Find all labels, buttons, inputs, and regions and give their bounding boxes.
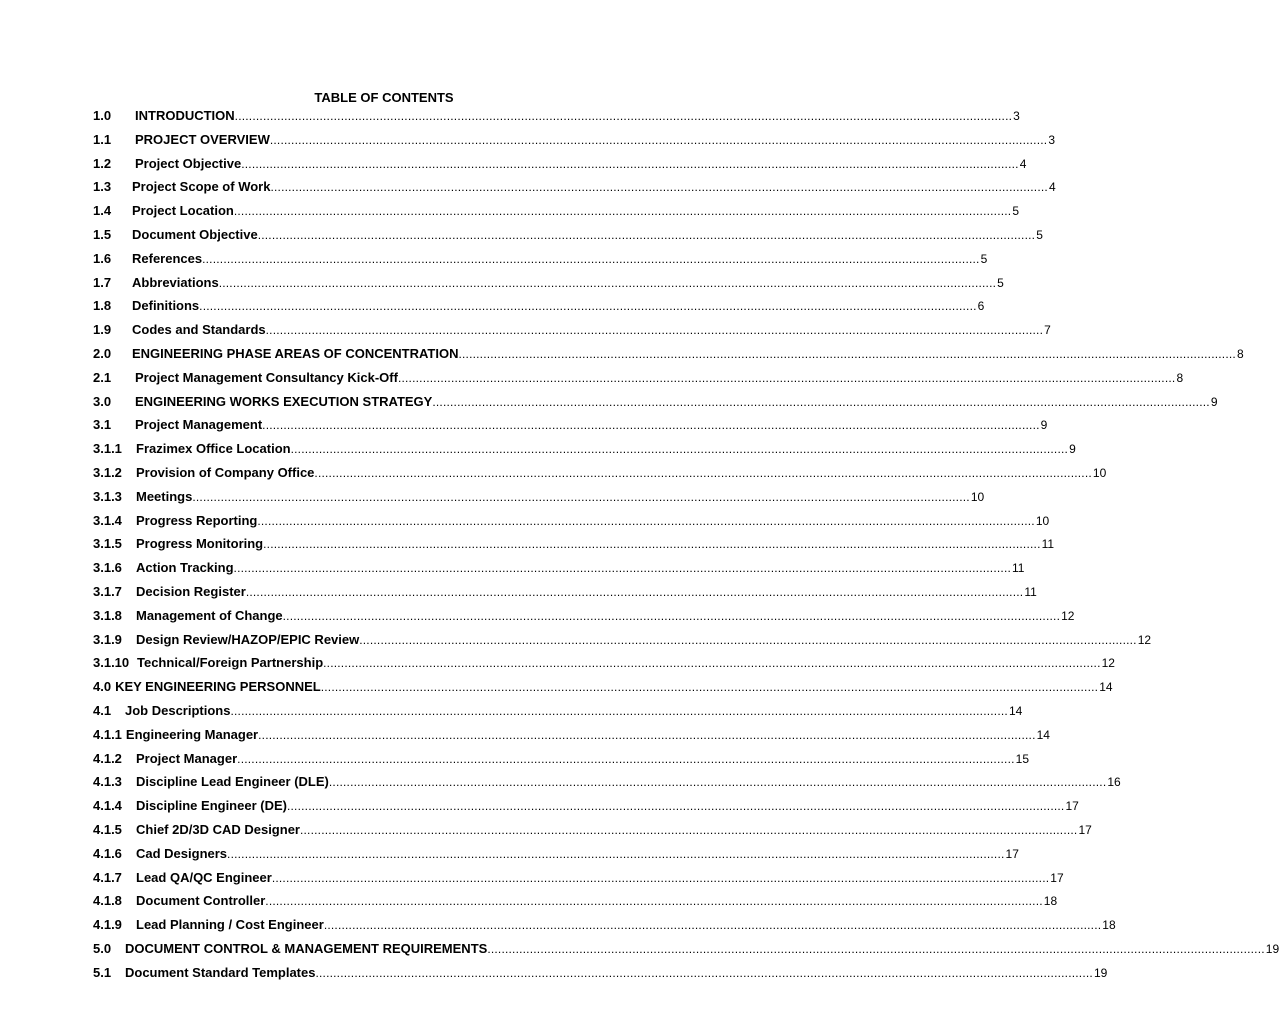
- toc-entry[interactable]: [0, 869, 1064, 894]
- toc-entry-title: Lead Planning / Cost Engineer: [136, 917, 324, 933]
- toc-entry-label: [93, 774, 329, 790]
- toc-entry-page: 7: [1044, 323, 1051, 338]
- toc-dot-leader: ............................................................................................................................................................................................................................: [257, 227, 1036, 242]
- toc-entry[interactable]: [0, 108, 1020, 132]
- toc-entry-label: [93, 132, 270, 148]
- toc-entry-label: [93, 703, 230, 719]
- toc-entry-number: 4.1.5: [93, 821, 122, 837]
- toc-entry-number: 4.1.2: [93, 750, 122, 766]
- toc-leader: [218, 275, 1004, 291]
- toc-dot-leader: ............................................................................................................................................................................................................................: [218, 275, 997, 290]
- toc-leader: [237, 751, 1029, 767]
- toc-entry-label: [93, 941, 487, 957]
- toc-entry-label: [93, 893, 265, 909]
- toc-dot-leader: ............................................................................................................................................................................................................................: [233, 204, 1012, 219]
- toc-entry[interactable]: [0, 131, 1056, 156]
- toc-entry-label: [93, 798, 287, 814]
- toc-entry-page: 9: [1069, 442, 1076, 457]
- toc-entry-page: 14: [1099, 680, 1113, 695]
- toc-entry[interactable]: [0, 893, 1058, 917]
- toc-entry[interactable]: [0, 274, 1004, 299]
- toc-entry-title: Definitions: [132, 298, 200, 314]
- toc-dot-leader: ............................................................................................................................................................................................................................: [263, 537, 1041, 552]
- toc-entry[interactable]: [0, 250, 988, 275]
- toc-leader: [233, 203, 1020, 219]
- toc-entry-number: 1.1: [93, 131, 112, 147]
- toc-entry-number: 2.0: [93, 345, 112, 361]
- toc-dot-leader: ............................................................................................................................................................................................................................: [299, 822, 1078, 837]
- toc-entry-label: [93, 108, 235, 124]
- toc-leader: [269, 132, 1056, 148]
- toc-dot-leader: ............................................................................................................................................................................................................................: [397, 370, 1176, 385]
- toc-entry-label: [93, 965, 315, 981]
- toc-leader: [202, 251, 988, 267]
- toc-entry-page: 5: [997, 275, 1004, 290]
- toc-entry-label: [93, 870, 272, 886]
- toc-dot-leader: ............................................................................................................................................................................................................................: [265, 323, 1044, 338]
- toc-entry-title: Discipline Lead Engineer (DLE): [136, 774, 329, 790]
- toc-entry-number: 1.6: [93, 250, 112, 266]
- toc-entry-title: Decision Register: [136, 583, 246, 599]
- toc-entry-title: Engineering Manager: [125, 726, 259, 742]
- toc-entry-number: 3.0: [93, 393, 112, 409]
- toc-entry-number: 3.1.9: [93, 631, 122, 647]
- toc-entry[interactable]: [0, 655, 1115, 679]
- toc-entry-label: [93, 156, 241, 172]
- toc-leader: [257, 227, 1043, 243]
- toc-entry[interactable]: [0, 298, 985, 322]
- toc-leader: [290, 441, 1076, 457]
- toc-entry[interactable]: [0, 322, 1051, 346]
- toc-leader: [320, 679, 1113, 695]
- toc-entry[interactable]: [0, 369, 1184, 394]
- toc-entry-page: 17: [1005, 846, 1019, 861]
- toc-entry-title: ENGINEERING PHASE AREAS OF CONCENTRATION: [132, 345, 459, 361]
- toc-entry-number: 1.4: [93, 203, 112, 219]
- toc-entry[interactable]: [0, 417, 1048, 441]
- toc-entry[interactable]: [0, 536, 1055, 560]
- toc-entry-title: Abbreviations: [132, 274, 219, 290]
- toc-entry-number: 2.1: [93, 369, 112, 385]
- toc-entry-page: 12: [1061, 608, 1075, 623]
- toc-entry-page: 5: [1036, 227, 1043, 242]
- toc-entry-number: 4.1.1: [93, 726, 122, 742]
- toc-leader: [265, 893, 1058, 909]
- toc-entry-label: [93, 917, 324, 933]
- toc-entry[interactable]: [0, 917, 1116, 941]
- toc-leader: [299, 822, 1092, 838]
- toc-dot-leader: ............................................................................................................................................................................................................................: [269, 132, 1048, 147]
- toc-entry-title: Document Standard Templates: [125, 964, 316, 980]
- toc-dot-leader: ............................................................................................................................................................................................................................: [432, 394, 1210, 409]
- toc-entry-label: [93, 203, 234, 219]
- toc-entry-title: INTRODUCTION: [135, 108, 235, 123]
- toc-leader: [271, 870, 1064, 886]
- toc-leader: [257, 513, 1050, 529]
- toc-dot-leader: ............................................................................................................................................................................................................................: [328, 775, 1107, 790]
- toc-dot-leader: ............................................................................................................................................................................................................................: [237, 751, 1015, 766]
- toc-entry-page: 6: [977, 299, 985, 314]
- toc-entry-title: Frazimex Office Location: [136, 441, 291, 457]
- toc-dot-leader: ............................................................................................................................................................................................................................: [227, 846, 1005, 861]
- toc-leader: [458, 346, 1244, 362]
- toc-title: TABLE OF CONTENTS: [314, 90, 454, 105]
- toc-entry[interactable]: [0, 774, 1121, 798]
- toc-dot-leader: ............................................................................................................................................................................................................................: [258, 727, 1036, 742]
- toc-entry[interactable]: [0, 702, 1023, 727]
- toc-entry-label: [93, 465, 314, 481]
- toc-entry-page: 19: [1093, 965, 1108, 980]
- toc-entry-page: 5: [980, 251, 988, 266]
- toc-entry[interactable]: [0, 679, 1113, 703]
- toc-entry-number: 4.1: [93, 702, 112, 718]
- toc-entry[interactable]: [0, 179, 1056, 203]
- toc-dot-leader: ............................................................................................................................................................................................................................: [265, 894, 1043, 909]
- toc-leader: [263, 536, 1055, 552]
- toc-entry[interactable]: [0, 583, 1037, 608]
- toc-entry-page: 19: [1265, 941, 1279, 956]
- toc-entry-number: 3.1.6: [93, 560, 122, 576]
- toc-leader: [192, 489, 985, 505]
- toc-entry[interactable]: [0, 393, 1218, 418]
- toc-entry-title: Progress Monitoring: [136, 536, 264, 552]
- toc-leader: [315, 965, 1108, 981]
- toc-dot-leader: ............................................................................................................................................................................................................................: [323, 656, 1101, 671]
- toc-entry-label: [93, 632, 359, 648]
- toc-entry-page: 10: [1092, 465, 1107, 480]
- toc-dot-leader: ............................................................................................................................................................................................................................: [270, 180, 1048, 195]
- toc-entry-title: References: [132, 250, 203, 266]
- toc-entry-number: 1.7: [93, 274, 112, 290]
- toc-entry[interactable]: [0, 203, 1020, 227]
- toc-leader: [270, 179, 1056, 195]
- toc-entry-page: 16: [1107, 775, 1121, 790]
- toc-entry[interactable]: [0, 798, 1079, 822]
- toc-entry-page: 8: [1176, 370, 1184, 385]
- toc-entry-page: 4: [1019, 156, 1027, 171]
- toc-entry-number: 3.1.7: [93, 583, 122, 599]
- toc-dot-leader: ............................................................................................................................................................................................................................: [315, 965, 1093, 980]
- toc-entry[interactable]: [0, 464, 1107, 489]
- toc-entry[interactable]: [0, 226, 1043, 251]
- toc-leader: [265, 322, 1051, 338]
- toc-entry-label: [93, 846, 227, 862]
- toc-entry-page: 12: [1101, 656, 1115, 671]
- toc-entry-page: 4: [1048, 180, 1056, 195]
- toc-dot-leader: ............................................................................................................................................................................................................................: [487, 941, 1265, 956]
- toc-leader: [245, 584, 1037, 600]
- toc-entry-title: Project Objective: [135, 155, 242, 171]
- toc-entry-number: 3.1.4: [93, 512, 122, 528]
- toc-leader: [234, 108, 1020, 124]
- toc-entry-label: [93, 679, 321, 695]
- toc-entry[interactable]: [0, 512, 1050, 537]
- toc-entry-title: Job Descriptions: [125, 702, 231, 718]
- toc-entry-number: 3.1.5: [93, 536, 122, 552]
- toc-dot-leader: ............................................................................................................................................................................................................................: [286, 799, 1065, 814]
- toc-entry-page: 15: [1015, 751, 1029, 766]
- toc-leader: [199, 298, 985, 314]
- toc-entry-number: 1.3: [93, 179, 112, 195]
- toc-entry-label: [93, 275, 219, 291]
- toc-entry-label: [93, 560, 234, 576]
- toc-entry-page: 11: [1041, 537, 1055, 552]
- toc-entry-page: 11: [1012, 561, 1025, 576]
- toc-entry-page: 10: [970, 489, 985, 504]
- toc-entry-title: Document Controller: [136, 893, 266, 909]
- toc-entry-label: [93, 751, 237, 767]
- toc-dot-leader: ............................................................................................................................................................................................................................: [314, 465, 1092, 480]
- toc-entry-number: 1.0: [93, 108, 112, 123]
- toc-entry-title: Project Management: [135, 417, 263, 433]
- toc-entry-title: DOCUMENT CONTROL & MANAGEMENT REQUIREMENTS: [125, 940, 488, 956]
- toc-entry-label: [93, 441, 291, 457]
- toc-leader: [262, 417, 1048, 433]
- toc-dot-leader: ............................................................................................................................................................................................................................: [202, 251, 980, 266]
- toc-entry-label: [93, 251, 202, 267]
- toc-entry-number: 4.1.8: [93, 893, 122, 909]
- toc-entry-page: 18: [1043, 894, 1058, 909]
- toc-entry-label: [93, 536, 263, 552]
- toc-entry-number: 4.1.7: [93, 869, 122, 885]
- toc-dot-leader: ............................................................................................................................................................................................................................: [199, 299, 977, 314]
- toc-entry[interactable]: [0, 821, 1092, 846]
- toc-entry-number: 3.1.2: [93, 464, 122, 480]
- toc-entry-label: [93, 298, 199, 314]
- toc-leader: [359, 632, 1152, 648]
- toc-entry-number: 1.8: [93, 298, 112, 314]
- toc-entry-page: 9: [1040, 418, 1048, 433]
- toc-entry-title: Progress Reporting: [136, 512, 258, 528]
- toc-leader: [323, 655, 1115, 671]
- toc-entry-title: Management of Change: [136, 607, 283, 623]
- toc-entry-title: Action Tracking: [136, 560, 234, 576]
- toc-entry-page: 9: [1210, 394, 1218, 409]
- toc-entry-title: PROJECT OVERVIEW: [135, 131, 270, 147]
- toc-entry-label: [93, 417, 262, 433]
- toc-entry-label: [93, 513, 257, 529]
- toc-dot-leader: ............................................................................................................................................................................................................................: [320, 680, 1099, 695]
- toc-entry-page: 17: [1065, 799, 1079, 814]
- toc-entry[interactable]: [0, 345, 1244, 370]
- toc-dot-leader: ............................................................................................................................................................................................................................: [458, 346, 1236, 361]
- toc-entry-label: [93, 370, 398, 386]
- toc-list: [0, 108, 1279, 988]
- toc-entry-title: Lead QA/QC Engineer: [136, 869, 272, 885]
- toc-entry-page: 17: [1078, 822, 1092, 837]
- toc-entry-title: Cad Designers: [136, 845, 228, 861]
- toc-dot-leader: ............................................................................................................................................................................................................................: [192, 489, 970, 504]
- toc-entry-page: 18: [1102, 918, 1116, 933]
- toc-leader: [432, 394, 1218, 410]
- toc-entry-title: Document Objective: [132, 226, 258, 242]
- toc-entry-number: 5.0: [93, 940, 112, 956]
- toc-entry-page: 3: [1013, 109, 1020, 123]
- toc-entry-number: 5.1: [93, 964, 112, 980]
- toc-entry-title: Project Scope of Work: [132, 179, 271, 195]
- toc-entry-number: 1.5: [93, 226, 112, 242]
- toc-entry-number: 3.1: [93, 417, 112, 433]
- toc-entry[interactable]: [0, 845, 1019, 870]
- toc-entry[interactable]: [0, 607, 1075, 632]
- toc-entry-title: Discipline Engineer (DE): [136, 798, 287, 814]
- toc-leader: [282, 608, 1075, 624]
- toc-entry-label: [93, 608, 283, 624]
- toc-entry-page: 11: [1024, 584, 1037, 599]
- toc-entry-label: [93, 179, 270, 195]
- toc-entry-label: [93, 489, 192, 505]
- toc-entry-page: 10: [1035, 513, 1050, 528]
- toc-entry-label: [93, 322, 266, 338]
- toc-dot-leader: ............................................................................................................................................................................................................................: [262, 418, 1040, 433]
- toc-leader: [323, 917, 1116, 933]
- toc-entry-page: 5: [1012, 204, 1020, 219]
- toc-dot-leader: ............................................................................................................................................................................................................................: [282, 608, 1061, 623]
- toc-entry[interactable]: [0, 726, 1050, 751]
- toc-entry-title: Project Manager: [136, 750, 238, 766]
- toc-leader: [286, 798, 1079, 814]
- toc-entry-label: [93, 346, 458, 362]
- toc-dot-leader: ............................................................................................................................................................................................................................: [359, 632, 1137, 647]
- toc-entry-page: 12: [1137, 632, 1152, 647]
- toc-entry-number: 3.1.10: [93, 655, 130, 671]
- toc-entry-number: 4.1.9: [93, 917, 122, 933]
- toc-entry[interactable]: [0, 488, 985, 513]
- toc-leader: [328, 774, 1121, 790]
- toc-entry[interactable]: [0, 631, 1152, 656]
- toc-dot-leader: ............................................................................................................................................................................................................................: [271, 870, 1050, 885]
- toc-entry[interactable]: [0, 560, 1025, 584]
- toc-leader: [397, 370, 1184, 386]
- toc-entry-label: [93, 822, 300, 838]
- toc-leader: [233, 560, 1025, 576]
- toc-leader: [241, 156, 1027, 172]
- toc-entry-number: 4.1.3: [93, 774, 122, 790]
- toc-entry-title: Chief 2D/3D CAD Designer: [136, 821, 300, 837]
- toc-entry-title: Technical/Foreign Partnership: [137, 655, 324, 671]
- toc-entry-label: [93, 655, 323, 671]
- toc-entry-title: Meetings: [136, 488, 193, 504]
- toc-leader: [487, 941, 1279, 957]
- toc-entry-page: 14: [1036, 727, 1050, 742]
- toc-entry[interactable]: [0, 155, 1027, 180]
- toc-dot-leader: ............................................................................................................................................................................................................................: [323, 918, 1102, 933]
- toc-dot-leader: ............................................................................................................................................................................................................................: [290, 442, 1069, 457]
- toc-entry-label: [93, 394, 432, 410]
- toc-leader: [227, 846, 1019, 862]
- toc-entry-number: 3.1.1: [93, 441, 122, 457]
- toc-entry-page: 3: [1048, 132, 1056, 147]
- toc-entry-number: 1.9: [93, 322, 112, 338]
- toc-entry-page: 8: [1236, 346, 1244, 361]
- toc-leader: [230, 703, 1023, 719]
- toc-entry-title: Project Location: [132, 203, 234, 219]
- toc-entry-number: 4.1.4: [93, 798, 122, 814]
- toc-dot-leader: ............................................................................................................................................................................................................................: [257, 513, 1035, 528]
- toc-entry-label: [93, 727, 258, 743]
- toc-entry-page: 14: [1008, 703, 1023, 718]
- toc-entry-title: KEY ENGINEERING PERSONNEL: [115, 679, 321, 695]
- toc-entry-label: [93, 584, 246, 600]
- toc-entry-title: Provision of Company Office: [136, 464, 315, 480]
- toc-dot-leader: ............................................................................................................................................................................................................................: [245, 584, 1024, 599]
- toc-dot-leader: ............................................................................................................................................................................................................................: [241, 156, 1019, 171]
- toc-dot-leader: ............................................................................................................................................................................................................................: [234, 109, 1013, 123]
- toc-entry-number: 3.1.3: [93, 488, 122, 504]
- toc-entry-number: 4.1.6: [93, 845, 122, 861]
- toc-dot-leader: ............................................................................................................................................................................................................................: [233, 561, 1012, 576]
- toc-entry-title: ENGINEERING WORKS EXECUTION STRATEGY: [135, 393, 433, 409]
- toc-entry-title: Project Management Consultancy Kick-Off: [135, 369, 398, 385]
- toc-entry[interactable]: [0, 940, 1279, 965]
- toc-dot-leader: ............................................................................................................................................................................................................................: [230, 703, 1008, 718]
- toc-entry[interactable]: [0, 750, 1029, 775]
- toc-entry[interactable]: [0, 441, 1076, 465]
- toc-entry-title: Design Review/HAZOP/EPIC Review: [136, 631, 360, 647]
- toc-leader: [258, 727, 1050, 743]
- toc-leader: [314, 465, 1107, 481]
- toc-entry-number: 1.2: [93, 155, 112, 171]
- toc-entry[interactable]: [0, 964, 1108, 989]
- toc-entry-label: [93, 227, 258, 243]
- toc-entry-page: 17: [1050, 870, 1064, 885]
- toc-entry-number: 3.1.8: [93, 607, 122, 623]
- toc-entry-number: 4.0: [93, 679, 112, 695]
- toc-entry-title: Codes and Standards: [132, 322, 266, 338]
